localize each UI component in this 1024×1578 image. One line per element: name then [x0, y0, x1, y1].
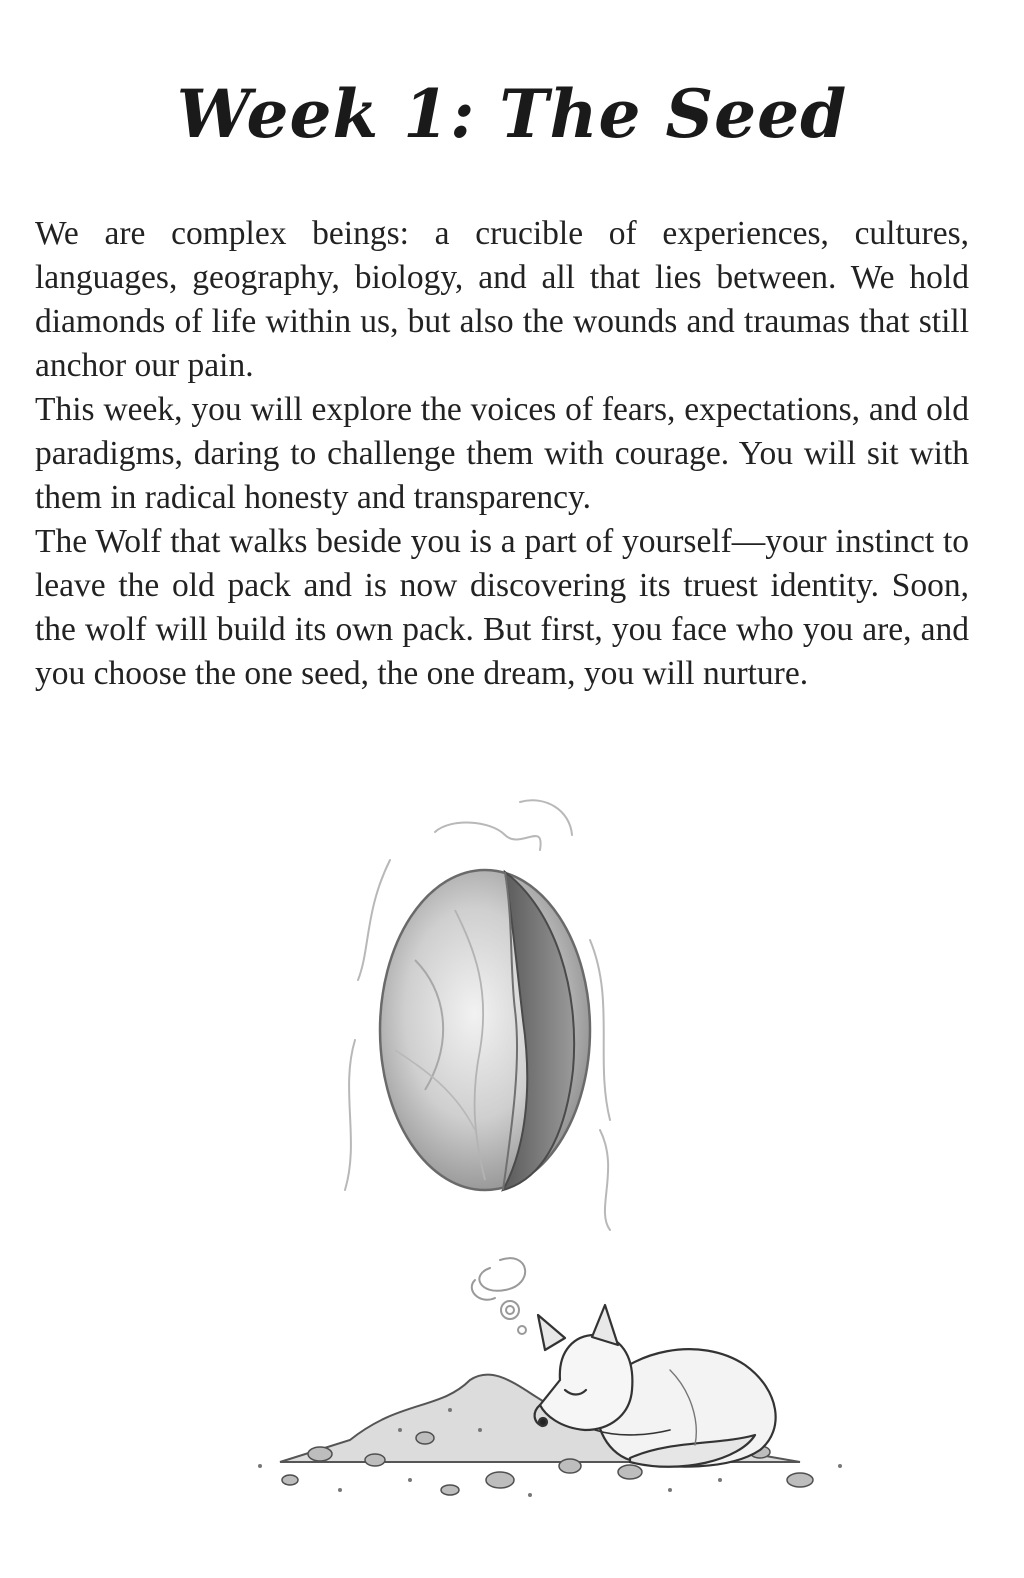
body-text: [35, 212, 969, 696]
illustration: [200, 790, 880, 1530]
page-title: Week 1: The Seed: [176, 75, 848, 154]
sleeping-wolf-dreaming-of-seed-icon: [200, 790, 880, 1530]
dream-trail: [472, 1258, 526, 1334]
paragraph-3: The Wolf that walks beside you is a part of yourself—your instinct to leave the old pack and is now discovering its truest identity. Soon, the wolf will build its own pack. But first, you face who you are, and you choose the one seed, the one dream, you will nurture.: [35, 523, 969, 692]
paragraph-2: This week, you will explore the voices of fears, expectations, and old paradigms, daring to challenge them with courage. You will sit with them in radical honesty and transparency.: [35, 391, 969, 516]
paragraph-1: We are complex beings: a crucible of experiences, cultures, languages, geography, biology, and all that lies between. We hold diamonds of life within us, but also the wounds and traumas that still anchor our pain.: [35, 215, 969, 384]
seed: [380, 870, 590, 1190]
